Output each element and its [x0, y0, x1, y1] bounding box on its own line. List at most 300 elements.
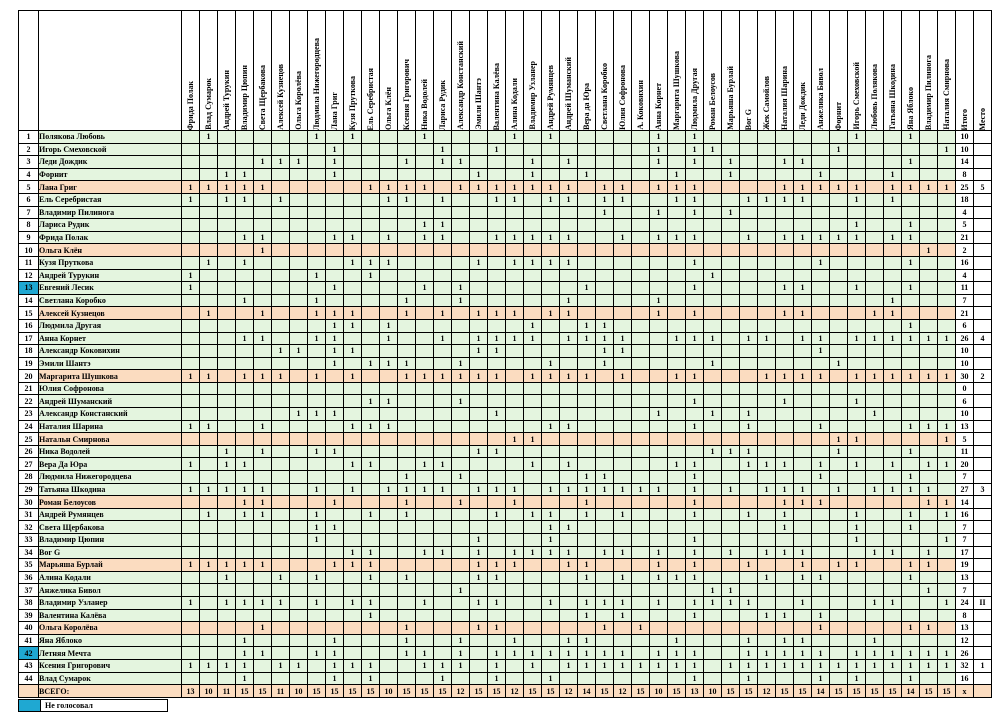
vote-cell	[380, 471, 398, 484]
vote-cell	[704, 622, 722, 635]
vote-cell: 1	[920, 584, 938, 597]
vote-cell	[722, 672, 740, 685]
vote-cell: 1	[326, 231, 344, 244]
vote-cell	[182, 244, 200, 257]
vote-cell: 1	[686, 131, 704, 144]
column-header-label: Яна Яблоко	[906, 87, 915, 130]
vote-cell	[794, 382, 812, 395]
vote-cell	[218, 433, 236, 446]
vote-cell: 1	[794, 559, 812, 572]
vote-cell: 1	[380, 395, 398, 408]
vote-cell: 1	[470, 332, 488, 345]
vote-cell: 1	[434, 659, 452, 672]
vote-cell	[326, 269, 344, 282]
vote-cell: 1	[560, 332, 578, 345]
vote-cell	[182, 496, 200, 509]
vote-cell	[272, 332, 290, 345]
vote-cell	[758, 219, 776, 232]
vote-cell: 1	[326, 357, 344, 370]
vote-cell	[272, 181, 290, 194]
vote-cell	[308, 231, 326, 244]
column-header	[398, 11, 416, 131]
vote-cell	[398, 659, 416, 672]
row-total: 4	[956, 269, 974, 282]
row-total: 10	[956, 357, 974, 370]
vote-cell: 1	[560, 256, 578, 269]
vote-cell	[596, 445, 614, 458]
vote-cell	[398, 345, 416, 358]
vote-cell: 1	[812, 370, 830, 383]
row-place	[974, 458, 992, 471]
participant-name: Андрей Румянцев	[39, 508, 182, 521]
vote-cell	[272, 307, 290, 320]
vote-cell	[596, 307, 614, 320]
vote-cell	[686, 634, 704, 647]
row-number: 21	[19, 382, 39, 395]
vote-cell: 1	[218, 181, 236, 194]
vote-cell: 1	[776, 634, 794, 647]
vote-cell: 1	[326, 307, 344, 320]
vote-cell: 1	[344, 420, 362, 433]
vote-cell	[686, 622, 704, 635]
row-number: 24	[19, 420, 39, 433]
vote-cell	[866, 319, 884, 332]
vote-cell: 1	[614, 193, 632, 206]
vote-cell	[542, 584, 560, 597]
vote-cell	[218, 496, 236, 509]
vote-cell	[560, 571, 578, 584]
vote-cell	[182, 168, 200, 181]
vote-cell: 1	[200, 483, 218, 496]
vote-cell: 1	[704, 143, 722, 156]
vote-cell	[416, 496, 434, 509]
row-number: 26	[19, 445, 39, 458]
column-header	[254, 11, 272, 131]
vote-cell	[254, 131, 272, 144]
row-total: 24	[956, 596, 974, 609]
vote-cell	[470, 420, 488, 433]
vote-cell: 1	[794, 647, 812, 660]
vote-cell	[884, 571, 902, 584]
vote-cell: 1	[470, 559, 488, 572]
vote-cell	[830, 458, 848, 471]
vote-cell	[740, 269, 758, 282]
vote-cell	[308, 282, 326, 295]
row-total: 16	[956, 508, 974, 521]
column-header-label: Ольга Клён	[384, 86, 393, 130]
vote-cell	[758, 622, 776, 635]
vote-cell	[506, 244, 524, 257]
vote-cell: 1	[902, 508, 920, 521]
vote-cell	[668, 534, 686, 547]
row-place	[974, 395, 992, 408]
vote-cell	[830, 307, 848, 320]
vote-cell	[542, 143, 560, 156]
vote-cell	[236, 143, 254, 156]
vote-cell	[632, 534, 650, 547]
vote-cell: 1	[848, 181, 866, 194]
column-header	[758, 11, 776, 131]
vote-cell	[794, 256, 812, 269]
vote-cell	[902, 269, 920, 282]
table-row	[19, 282, 992, 295]
column-total: 15	[884, 685, 902, 698]
vote-cell	[560, 269, 578, 282]
vote-cell	[182, 357, 200, 370]
vote-cell: 1	[362, 672, 380, 685]
vote-cell	[632, 345, 650, 358]
vote-cell	[830, 168, 848, 181]
vote-cell	[470, 395, 488, 408]
vote-cell	[398, 206, 416, 219]
row-place	[974, 521, 992, 534]
column-header-label: Фрида Полак	[186, 80, 195, 130]
vote-cell	[326, 584, 344, 597]
vote-cell	[200, 357, 218, 370]
vote-cell	[308, 219, 326, 232]
participant-name: Влад Сумарок	[39, 672, 182, 685]
row-total: 8	[956, 609, 974, 622]
vote-cell	[740, 143, 758, 156]
vote-cell: 1	[650, 181, 668, 194]
vote-cell	[830, 672, 848, 685]
vote-cell: 1	[272, 659, 290, 672]
vote-cell	[416, 269, 434, 282]
vote-cell: 1	[254, 483, 272, 496]
vote-cell	[704, 458, 722, 471]
vote-cell	[614, 307, 632, 320]
participant-name: Ксения Григорович	[39, 659, 182, 672]
column-header-label: Анна Корнет	[654, 83, 663, 130]
vote-cell: 1	[596, 357, 614, 370]
participant-name: Лана Григ	[39, 181, 182, 194]
vote-cell	[416, 559, 434, 572]
vote-cell: 1	[308, 521, 326, 534]
vote-cell: 1	[272, 156, 290, 169]
vote-cell	[380, 282, 398, 295]
vote-cell	[920, 571, 938, 584]
vote-cell	[380, 143, 398, 156]
vote-cell: 1	[200, 181, 218, 194]
vote-cell: 1	[416, 370, 434, 383]
vote-cell	[884, 256, 902, 269]
vote-cell	[236, 571, 254, 584]
vote-cell	[668, 307, 686, 320]
vote-cell	[704, 181, 722, 194]
vote-cell: 1	[938, 458, 956, 471]
table-row	[19, 471, 992, 484]
vote-cell	[830, 496, 848, 509]
column-header-label: Роман Белоусов	[708, 73, 717, 130]
vote-cell	[812, 143, 830, 156]
vote-cell	[182, 319, 200, 332]
vote-cell	[290, 231, 308, 244]
vote-cell: 1	[182, 483, 200, 496]
vote-cell	[920, 508, 938, 521]
vote-cell	[416, 408, 434, 421]
vote-cell	[614, 458, 632, 471]
vote-cell	[398, 256, 416, 269]
column-total: 15	[308, 685, 326, 698]
vote-cell	[722, 622, 740, 635]
column-header-label: Марьяша Бурлай	[726, 66, 735, 130]
vote-cell	[722, 294, 740, 307]
vote-cell	[848, 609, 866, 622]
vote-cell	[380, 370, 398, 383]
vote-cell	[722, 647, 740, 660]
vote-cell	[542, 445, 560, 458]
vote-cell: 1	[380, 181, 398, 194]
column-total: 15	[344, 685, 362, 698]
vote-cell	[416, 307, 434, 320]
vote-cell	[578, 143, 596, 156]
vote-cell	[524, 496, 542, 509]
participant-name: Алексей Кузнецов	[39, 307, 182, 320]
vote-cell: 1	[902, 521, 920, 534]
vote-cell	[290, 370, 308, 383]
vote-cell	[560, 319, 578, 332]
vote-cell: 1	[812, 181, 830, 194]
vote-cell	[722, 609, 740, 622]
vote-cell: 1	[308, 294, 326, 307]
vote-cell: 1	[290, 345, 308, 358]
vote-cell	[776, 256, 794, 269]
vote-cell	[776, 143, 794, 156]
row-place	[974, 471, 992, 484]
vote-cell	[686, 382, 704, 395]
vote-cell	[866, 143, 884, 156]
vote-cell: 1	[884, 193, 902, 206]
vote-cell: 1	[524, 508, 542, 521]
vote-cell	[758, 357, 776, 370]
vote-cell: 1	[416, 219, 434, 232]
vote-cell: 1	[308, 571, 326, 584]
table-row	[19, 244, 992, 257]
vote-cell	[254, 634, 272, 647]
vote-cell	[506, 382, 524, 395]
vote-cell	[236, 408, 254, 421]
vote-cell	[452, 622, 470, 635]
row-total: 16	[956, 672, 974, 685]
vote-cell	[758, 206, 776, 219]
vote-cell	[380, 294, 398, 307]
vote-cell	[290, 181, 308, 194]
vote-cell	[416, 256, 434, 269]
row-place	[974, 622, 992, 635]
vote-cell	[290, 433, 308, 446]
vote-cell	[812, 357, 830, 370]
vote-cell	[290, 445, 308, 458]
vote-cell: 1	[326, 319, 344, 332]
row-place	[974, 294, 992, 307]
vote-cell: 1	[902, 332, 920, 345]
vote-cell: 1	[596, 483, 614, 496]
vote-cell: 1	[524, 319, 542, 332]
row-place: 3	[974, 483, 992, 496]
row-place	[974, 571, 992, 584]
vote-cell: 1	[578, 282, 596, 295]
vote-cell	[218, 471, 236, 484]
vote-cell	[632, 231, 650, 244]
vote-cell	[740, 294, 758, 307]
vote-cell	[542, 609, 560, 622]
vote-cell	[434, 282, 452, 295]
vote-cell: 1	[902, 131, 920, 144]
vote-cell: 1	[254, 156, 272, 169]
vote-cell	[938, 571, 956, 584]
vote-cell	[398, 609, 416, 622]
vote-cell	[632, 357, 650, 370]
participant-name: Анжелика Бивол	[39, 584, 182, 597]
vote-cell	[578, 345, 596, 358]
column-total: 10	[200, 685, 218, 698]
vote-cell	[902, 168, 920, 181]
vote-cell	[524, 634, 542, 647]
vote-cell: 1	[830, 143, 848, 156]
vote-cell	[272, 143, 290, 156]
vote-cell	[578, 131, 596, 144]
vote-cell: 1	[344, 483, 362, 496]
column-header-label: Андрей Шуманский	[564, 56, 573, 130]
vote-cell	[632, 571, 650, 584]
vote-cell	[632, 546, 650, 559]
vote-cell: 1	[902, 319, 920, 332]
vote-cell	[650, 345, 668, 358]
vote-cell	[362, 445, 380, 458]
vote-cell	[596, 458, 614, 471]
vote-cell	[704, 156, 722, 169]
vote-cell: 1	[542, 672, 560, 685]
vote-cell	[434, 521, 452, 534]
vote-cell	[776, 408, 794, 421]
participant-name: Владимир Пилиногa	[39, 206, 182, 219]
vote-cell: 1	[830, 181, 848, 194]
vote-cell	[758, 521, 776, 534]
vote-cell	[650, 534, 668, 547]
vote-cell	[938, 206, 956, 219]
vote-cell	[866, 256, 884, 269]
vote-cell	[254, 672, 272, 685]
vote-cell: 1	[236, 256, 254, 269]
vote-cell: 1	[740, 596, 758, 609]
vote-cell: 1	[416, 596, 434, 609]
vote-cell	[740, 571, 758, 584]
vote-cell	[506, 622, 524, 635]
vote-cell: 1	[362, 256, 380, 269]
vote-cell	[470, 408, 488, 421]
table-row	[19, 445, 992, 458]
column-header	[524, 11, 542, 131]
vote-cell	[830, 647, 848, 660]
vote-cell	[866, 534, 884, 547]
vote-cell	[308, 193, 326, 206]
vote-cell: 1	[686, 496, 704, 509]
vote-cell	[218, 345, 236, 358]
vote-cell	[200, 534, 218, 547]
vote-cell	[920, 445, 938, 458]
vote-cell	[380, 508, 398, 521]
vote-cell: 1	[812, 471, 830, 484]
vote-cell	[812, 584, 830, 597]
vote-cell	[632, 609, 650, 622]
vote-cell	[398, 546, 416, 559]
column-total: 15	[848, 685, 866, 698]
vote-cell: 1	[452, 471, 470, 484]
vote-cell	[200, 647, 218, 660]
vote-cell	[236, 433, 254, 446]
vote-cell	[596, 571, 614, 584]
vote-cell	[704, 559, 722, 572]
vote-cell	[614, 534, 632, 547]
participant-name: Ольга Королёва	[39, 622, 182, 635]
vote-cell	[182, 382, 200, 395]
vote-cell	[218, 609, 236, 622]
vote-cell	[758, 282, 776, 295]
vote-cell	[920, 408, 938, 421]
vote-cell: 1	[776, 282, 794, 295]
column-total: 15	[434, 685, 452, 698]
vote-cell: 1	[254, 559, 272, 572]
vote-cell: 1	[488, 193, 506, 206]
vote-cell	[524, 294, 542, 307]
vote-cell	[740, 471, 758, 484]
vote-cell	[380, 634, 398, 647]
totals-row	[19, 685, 992, 698]
column-header	[794, 11, 812, 131]
vote-cell	[596, 433, 614, 446]
column-header-label: Лана Григ	[330, 92, 339, 130]
vote-cell: 1	[902, 219, 920, 232]
vote-cell	[866, 584, 884, 597]
column-total: 12	[614, 685, 632, 698]
table-row	[19, 382, 992, 395]
vote-cell	[272, 382, 290, 395]
vote-cell: 1	[344, 131, 362, 144]
vote-cell	[542, 206, 560, 219]
vote-cell	[506, 345, 524, 358]
vote-cell	[308, 672, 326, 685]
vote-cell	[596, 420, 614, 433]
vote-cell	[758, 420, 776, 433]
vote-cell	[326, 181, 344, 194]
vote-cell	[308, 471, 326, 484]
row-place	[974, 282, 992, 295]
vote-cell	[236, 521, 254, 534]
vote-cell: 1	[236, 193, 254, 206]
vote-cell: 1	[884, 458, 902, 471]
vote-cell	[704, 244, 722, 257]
vote-cell	[182, 143, 200, 156]
vote-cell	[272, 622, 290, 635]
row-place	[974, 231, 992, 244]
vote-cell: 1	[902, 231, 920, 244]
vote-cell: 1	[416, 282, 434, 295]
vote-cell	[704, 231, 722, 244]
participant-name: Лариса Рудик	[39, 219, 182, 232]
participant-name: Ольга Клён	[39, 244, 182, 257]
vote-cell	[344, 357, 362, 370]
vote-cell: 1	[542, 370, 560, 383]
row-total: 26	[956, 332, 974, 345]
vote-cell	[218, 131, 236, 144]
vote-cell	[434, 445, 452, 458]
row-place	[974, 496, 992, 509]
vote-cell	[596, 256, 614, 269]
vote-cell: 1	[578, 571, 596, 584]
vote-cell: 1	[560, 181, 578, 194]
vote-cell: 1	[794, 634, 812, 647]
row-number: 35	[19, 559, 39, 572]
